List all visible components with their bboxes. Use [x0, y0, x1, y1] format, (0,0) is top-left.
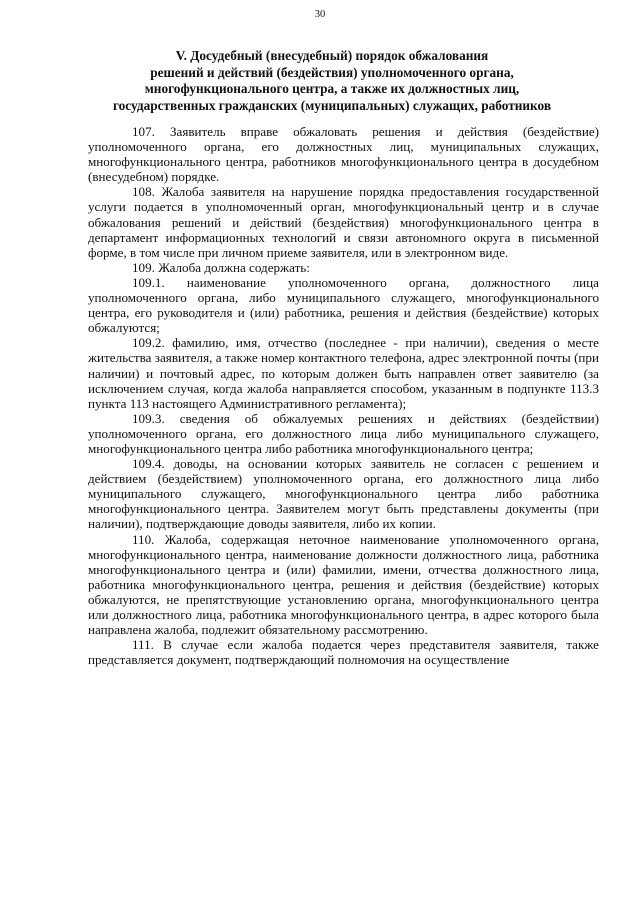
- page-number: 30: [314, 9, 326, 20]
- paragraph-109-2: 109.2. фамилию, имя, отчество (последнее - при наличии), сведения о месте жительства заявителя, а также номер контактного телефона, адрес электронной почты (при наличии) и почтовый адрес, по которым должен быть направлен ответ заявителю (за исключением случая, когда жалоба направляется способом, указанным в подпункте 113.3 пункта 113 настоящего Административного регламента);: [88, 335, 599, 411]
- paragraph-107: 107. Заявитель вправе обжаловать решения и действия (бездействие) уполномоченного органа, его должностных лиц, муниципальных служащих, многофункционального центра, работников многофункционального центра в досудебном (внесудебном) порядке.: [88, 124, 599, 185]
- paragraph-108: 108. Жалоба заявителя на нарушение порядка предоставления государственной услуги подается в уполномоченный орган, многофункциональный центр и в случае обжалования решений и действий (бездействия) многофункционального центра в департамент информационных технологий и связи автономного округа в письменной форме, в том числе при личном приеме заявителя, или в электронном виде.: [88, 184, 599, 260]
- paragraph-110: 110. Жалоба, содержащая неточное наименование уполномоченного органа, многофункционального центра, наименование должности должностного лица, работника многофункционального центра и (или) фамилии, имени, отчества должностного лица, работника многофункционального центра, решения и действия (бездействие) которых обжалуются, не препятствующие установлению органа, многофункционального центра или должностного лица, работника многофункционального центра, в адрес которого была направлена жалоба, подлежит обязательному рассмотрению.: [88, 531, 599, 638]
- section-heading-line: решений и действий (бездействия) уполномоченного органа,: [150, 64, 514, 80]
- document-body: [88, 124, 599, 667]
- section-heading-line: многофункционального центра, а также их должностных лиц,: [144, 81, 520, 96]
- section-heading-line: V. Досудебный (внесудебный) порядок обжалования: [175, 48, 489, 63]
- paragraph-111: 111. В случае если жалоба подается через представителя заявителя, также представляется документ, подтверждающий полномочия на осуществление: [88, 637, 599, 668]
- paragraph-109-1: 109.1. наименование уполномоченного органа, должностного лица уполномоченного органа, либо муниципального служащего, многофункционального центра, его руководителя и (или) работника, решения и действия (бездействие) которых обжалуются;: [88, 274, 599, 336]
- section-heading: [84, 48, 580, 114]
- section-heading-line: государственных гражданских (муниципальных) служащих, работников: [112, 97, 552, 113]
- paragraph-109-3: 109.3. сведения об обжалуемых решениях и действиях (бездействии) уполномоченного органа, его должностного лица либо муниципального служащего, многофункционального центра либо работника многофункционального центра;: [88, 410, 599, 456]
- paragraph-109-4: 109.4. доводы, на основании которых заявитель не согласен с решением и действием (бездействием) уполномоченного органа, его должностного лица либо муниципального служащего, многофункционального центра либо работника многофункционального центра. Заявителем могут быть представлены документы (при наличии), подтверждающие доводы заявителя, либо их копии.: [88, 456, 599, 532]
- paragraph-109: 109. Жалоба должна содержать:: [132, 259, 310, 275]
